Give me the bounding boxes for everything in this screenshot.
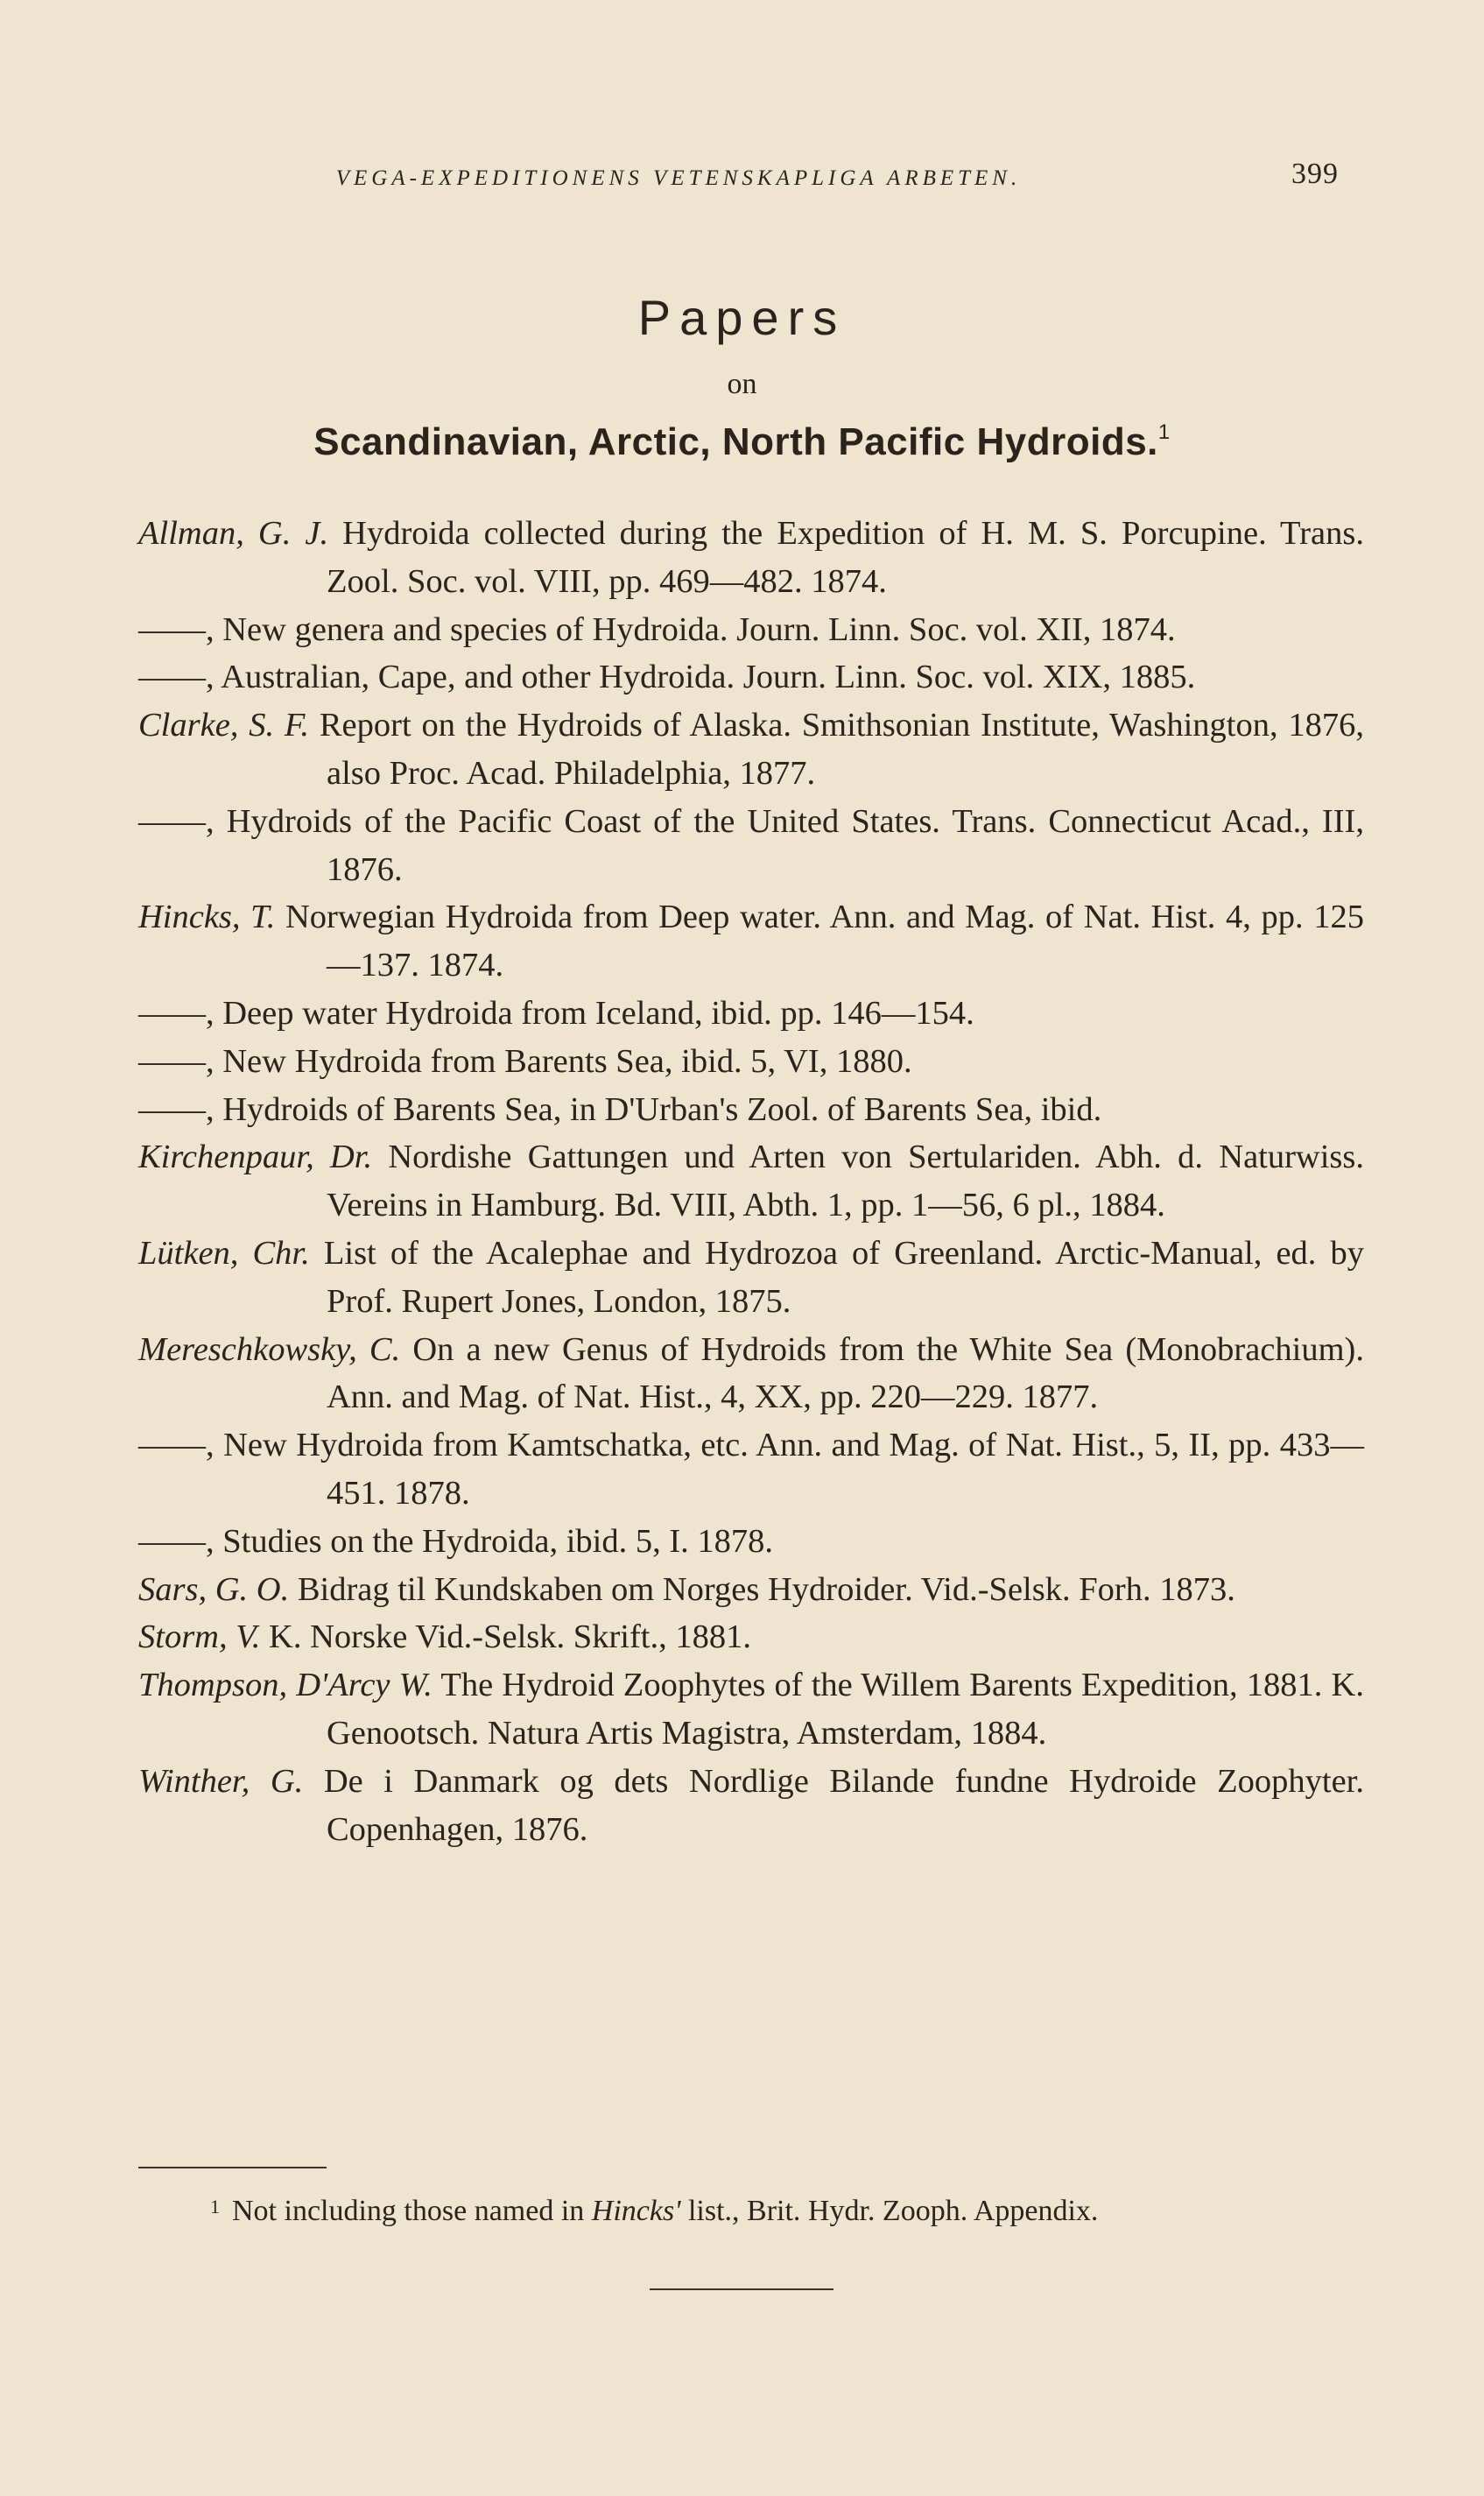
reference-text: List of the Acalephae and Hydrozoa of Greenland. Arctic-Manual, ed. by Prof. Rupert Jones, London, 1875. [323,1234,1364,1320]
running-header: VEGA-EXPEDITIONENS VETENSKAPLIGA ARBETEN. [335,166,1022,190]
reference-entry [138,893,1364,990]
reference-text: Hydroids of the Pacific Coast of the United States. Trans. Connecticut Acad., III, 1876. [226,802,1365,888]
page-number: 399 [1291,158,1339,190]
page-title: Papers [637,290,847,345]
reference-author: Sars, G. O. [138,1570,290,1608]
reference-entry [138,1326,1364,1422]
reference-author: Mereschkowsky, C. [138,1330,401,1368]
reference-author: ——, [138,994,215,1032]
reference-text: Studies on the Hydroida, ibid. 5, I. 1878. [222,1522,774,1560]
reference-text: The Hydroid Zoophytes of the Willem Barents Expedition, 1881. K. Genootsch. Natura Artis Magistra, Amsterdam, 1884. [327,1667,1364,1752]
section-heading-text: Scandinavian, Arctic, North Pacific Hydroids. [313,420,1158,463]
reference-author: ——, [138,659,215,696]
footnote-mark: 1 [210,2196,220,2217]
reference-author: ——, [138,802,215,840]
reference-entry [138,1661,1364,1758]
reference-text: Report on the Hydroids of Alaska. Smithsonian Institute, Washington, 1876, also Proc. Acad. Philadelphia, 1877. [319,707,1365,792]
subtitle-on: on [727,368,757,400]
reference-entry [138,1038,1364,1086]
reference-author: ——, [138,610,215,648]
reference-entry [138,653,1364,702]
end-divider [650,2288,833,2290]
reference-author: Clarke, S. F. [138,707,310,744]
reference-author: Hincks, T. [138,899,276,936]
reference-list [138,510,1364,1853]
reference-text: De i Danmark og dets Nordlige Bilande fundne Hydroide Zoophyter. Copenhagen, 1876. [323,1762,1365,1848]
reference-author: ——, [138,1522,215,1560]
reference-entry [138,1230,1364,1326]
footnote-emphasis: Hincks' [591,2195,681,2227]
reference-entry [138,702,1364,798]
reference-text: Nordishe Gattungen und Arten von Sertulariden. Abh. d. Naturwiss. Vereins in Hamburg. Bd. VIII, Abth. 1, pp. 1—56, 6 pl., 1884. [327,1139,1365,1224]
reference-entry [138,1421,1364,1518]
footnote-text-after: list., Brit. Hydr. Zooph. Appendix. [687,2195,1099,2227]
reference-text: New Hydroida from Kamtschatka, etc. Ann. and Mag. of Nat. Hist., 5, II, pp. 433—451. 1878. [223,1427,1364,1512]
reference-entry [138,1518,1364,1566]
reference-entry [138,990,1364,1038]
reference-text: Deep water Hydroida from Iceland, ibid. pp. 146—154. [222,994,974,1032]
reference-author: Winther, G. [138,1762,304,1800]
reference-author: ——, [138,1042,215,1080]
section-heading [0,420,1484,464]
reference-entry [138,1566,1364,1614]
reference-entry [138,606,1364,654]
reference-author: Lütken, Chr. [138,1234,310,1272]
reference-entry [138,798,1364,894]
footnote-text-before: Not including those named in [232,2195,585,2227]
reference-author: Thompson, D'Arcy W. [138,1667,433,1704]
reference-text: Hydroids of Barents Sea, in D'Urban's Zool. of Barents Sea, ibid. [222,1090,1102,1128]
reference-entry [138,1613,1364,1661]
reference-text: On a new Genus of Hydroids from the White Sea (Monobrachium). Ann. and Mag. of Nat. Hist., 4, XX, pp. 220—229. 1877. [327,1330,1364,1416]
reference-text: Norwegian Hydroida from Deep water. Ann. and Mag. of Nat. Hist. 4, pp. 125—137. 1874. [285,899,1365,984]
reference-text: Bidrag til Kundskaben om Norges Hydroider. Vid.-Selsk. Forh. 1873. [297,1570,1235,1608]
reference-text: Hydroida collected during the Expedition of H. M. S. Porcupine. Trans. Zool. Soc. vol. VIII, pp. 469—482. 1874. [327,515,1364,600]
reference-author: Allman, G. J. [138,515,329,552]
reference-text: New genera and species of Hydroida. Journ. Linn. Soc. vol. XII, 1874. [222,610,1176,648]
reference-entry [138,1086,1364,1134]
reference-author: ——, [138,1090,215,1128]
reference-entry [138,510,1364,606]
reference-entry [138,1758,1364,1854]
reference-author: Kirchenpaur, Dr. [138,1139,373,1176]
reference-text: New Hydroida from Barents Sea, ibid. 5, VI, 1880. [222,1042,912,1080]
reference-text: Australian, Cape, and other Hydroida. Journ. Linn. Soc. vol. XIX, 1885. [221,659,1196,696]
reference-text: K. Norske Vid.-Selsk. Skrift., 1881. [269,1618,751,1656]
reference-author: Storm, V. [138,1618,261,1656]
footnote [210,2188,1366,2231]
footnote-divider [138,2167,327,2168]
reference-author: ——, [138,1427,215,1464]
heading-footnote-mark: 1 [1157,420,1171,444]
reference-entry [138,1133,1364,1230]
